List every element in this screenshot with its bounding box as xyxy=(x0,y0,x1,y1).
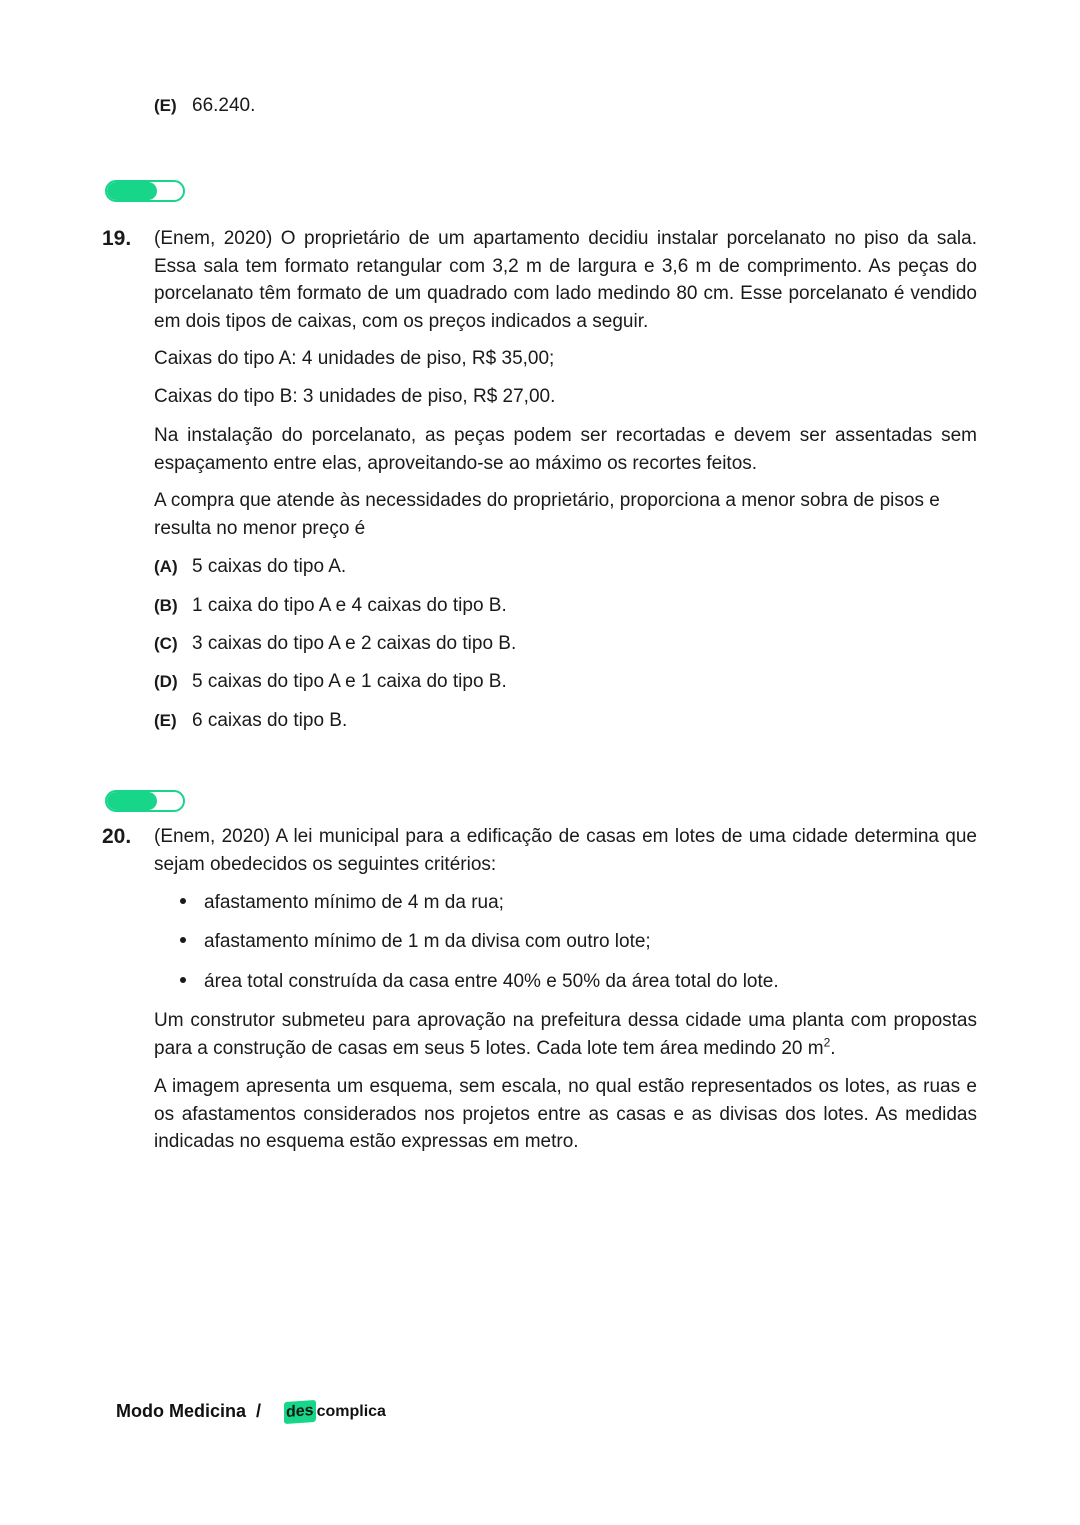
question-19-option-a[interactable] xyxy=(154,555,346,579)
option-letter: (D) xyxy=(154,672,178,691)
question-19-option-e[interactable] xyxy=(154,709,347,733)
question-19-installation: Na instalação do porcelanato, as peças podem ser recortadas e devem ser assentadas sem espaçamento entre elas, aproveitando-se ao máximo os recortes feitos. xyxy=(154,425,977,474)
question-20-number: 20. xyxy=(102,825,132,848)
question-19-intro: (Enem, 2020) O proprietário de um apartamento decidiu instalar porcelanato no piso da sala. Essa sala tem formato retangular com 3,2 m de largura e 3,6 m de comprimento. As peças do porcelanato têm formato de um quadrado com lado medindo 80 cm. Esse porcelanato é vendido em dois tipos de caixas, com os preços indicados a seguir. xyxy=(154,228,977,332)
criteria-item: afastamento mínimo de 1 m da divisa com outro lote; xyxy=(180,930,651,954)
prev-option-e xyxy=(154,94,255,118)
option-text: 66.240. xyxy=(192,95,256,116)
option-letter: (B) xyxy=(154,596,178,615)
question-20-paragraph-1: Um construtor submeteu para aprovação na prefeitura dessa cidade uma planta com propostas para a construção de casas em seus 5 lotes. Cada lote tem área medindo 20 $m^2$. xyxy=(154,1010,977,1059)
question-20-marker-toggle-icon xyxy=(105,790,185,812)
question-19-number: 19. xyxy=(102,227,132,250)
option-letter: (E) xyxy=(154,711,177,730)
bullet-icon xyxy=(180,898,186,904)
question-19-option-c[interactable] xyxy=(154,632,516,656)
question-19-marker-toggle-icon xyxy=(105,180,185,202)
question-19-prompt: A compra que atende às necessidades do proprietário, proporciona a menor sobra de pisos e resulta no menor preço é xyxy=(154,490,940,539)
descomplica-logo: des complica xyxy=(284,1401,386,1425)
option-text: 3 caixas do tipo A e 2 caixas do tipo B. xyxy=(192,633,517,654)
option-text: 6 caixas do tipo B. xyxy=(192,710,348,731)
toggle-fill xyxy=(107,792,157,810)
option-text: 5 caixas do tipo A. xyxy=(192,556,347,577)
question-19-option-b[interactable] xyxy=(154,594,507,618)
question-19-box-a: Caixas do tipo A: 4 unidades de piso, R$ 35,00; xyxy=(154,348,555,369)
option-letter: (E) xyxy=(154,96,177,115)
question-19-box-b: Caixas do tipo B: 3 unidades de piso, R$ 27,00. xyxy=(154,386,556,407)
option-text: 1 caixa do tipo A e 4 caixas do tipo B. xyxy=(192,595,507,616)
option-text: 5 caixas do tipo A e 1 caixa do tipo B. xyxy=(192,671,507,692)
option-letter: (A) xyxy=(154,557,178,576)
footer-title: Modo Medicina / xyxy=(116,1401,262,1421)
option-letter: (C) xyxy=(154,634,178,653)
bullet-icon xyxy=(180,937,186,943)
question-20-intro: (Enem, 2020) A lei municipal para a edificação de casas em lotes de uma cidade determina que sejam obedecidos os seguintes critérios: xyxy=(154,826,977,875)
bullet-icon xyxy=(180,977,186,983)
criteria-item: afastamento mínimo de 4 m da rua; xyxy=(180,891,504,915)
question-19-option-d[interactable] xyxy=(154,670,507,694)
question-20-paragraph-2: A imagem apresenta um esquema, sem escala, no qual estão representados os lotes, as ruas e os afastamentos considerados nos projetos entre as casas e as divisas dos lotes. As medidas indicadas no esquema estão expressas em metro. xyxy=(154,1076,977,1152)
criteria-item: área total construída da casa entre 40% e 50% da área total do lote. xyxy=(180,970,779,994)
toggle-fill xyxy=(107,182,157,200)
